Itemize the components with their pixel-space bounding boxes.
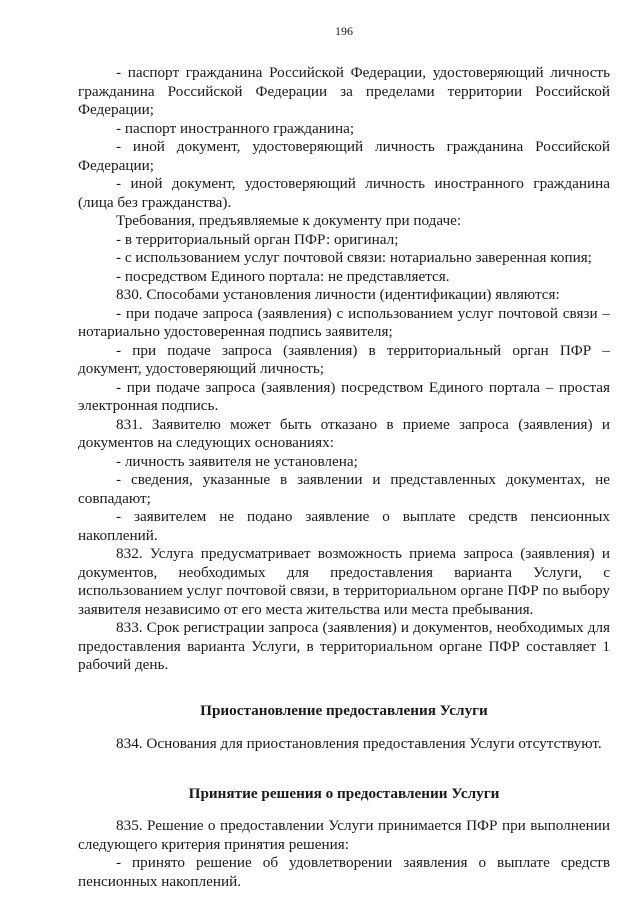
paragraph: 832. Услуга предусматривает возможность приема запроса (заявления) и документов, необходимых для предоставления варианта Услуги, с использованием услуг почтовой связи, в территориальном органе ПФР по выбору заявителя независимо от его места жительства или места пребывания. (78, 545, 610, 618)
paragraph: - посредством Единого портала: не представляется. (116, 267, 450, 285)
paragraph: 830. Способами установления личности (идентификации) являются: (116, 286, 560, 303)
paragraph: - паспорт иностранного гражданина; (116, 119, 355, 137)
paragraph: 835. Решение о предоставлении Услуги принимается ПФР при выполнении следующего критерия принятия решения: (78, 817, 610, 853)
page-number: 196 (335, 24, 353, 38)
paragraph: 833. Срок регистрации запроса (заявления) и документов, необходимых для предоставления варианта Услуги, в территориальном органе ПФР составляет 1 рабочий день. (78, 619, 610, 673)
section-heading: Приостановление предоставления Услуги (200, 701, 488, 719)
paragraph: - иной документ, удостоверяющий личность гражданина Российской Федерации; (78, 138, 610, 174)
paragraph: - заявителем не подано заявление о выплате средств пенсионных накоплений. (78, 508, 610, 544)
paragraph: - сведения, указанные в заявлении и представленных документах, не совпадают; (78, 471, 610, 507)
section-heading: Принятие решения о предоставлении Услуги (188, 784, 500, 802)
document-page (78, 24, 610, 891)
paragraph: - иной документ, удостоверяющий личность иностранного гражданина (лица без гражданства). (78, 175, 610, 211)
paragraph: - при подаче запроса (заявления) с использованием услуг почтовой связи – нотариально удостоверенная подпись заявителя; (78, 304, 610, 340)
paragraph: - при подаче запроса (заявления) посредством Единого портала – простая электронная подпись. (78, 378, 610, 414)
paragraph: 834. Основания для приостановления предоставления Услуги отсутствуют. (116, 735, 602, 752)
paragraph: - в территориальный орган ПФР: оригинал; (116, 230, 399, 248)
paragraph: - принято решение об удовлетворении заявления о выплате средств пенсионных накоплений. (78, 854, 610, 890)
paragraph: 831. Заявителю может быть отказано в приеме запроса (заявления) и документов на следующих основаниях: (78, 415, 610, 451)
paragraph: - личность заявителя не установлена; (116, 452, 358, 470)
paragraph: - с использованием услуг почтовой связи: нотариально заверенная копия; (116, 249, 592, 266)
paragraph: Требования, предъявляемые к документу при подаче: (116, 212, 462, 229)
paragraph: - паспорт гражданина Российской Федерации, удостоверяющий личность гражданина Российской Федерации за пределами территории Российской Федерации; (78, 64, 610, 118)
paragraph: - при подаче запроса (заявления) в территориальный орган ПФР – документ, удостоверяющий личность; (78, 341, 610, 377)
